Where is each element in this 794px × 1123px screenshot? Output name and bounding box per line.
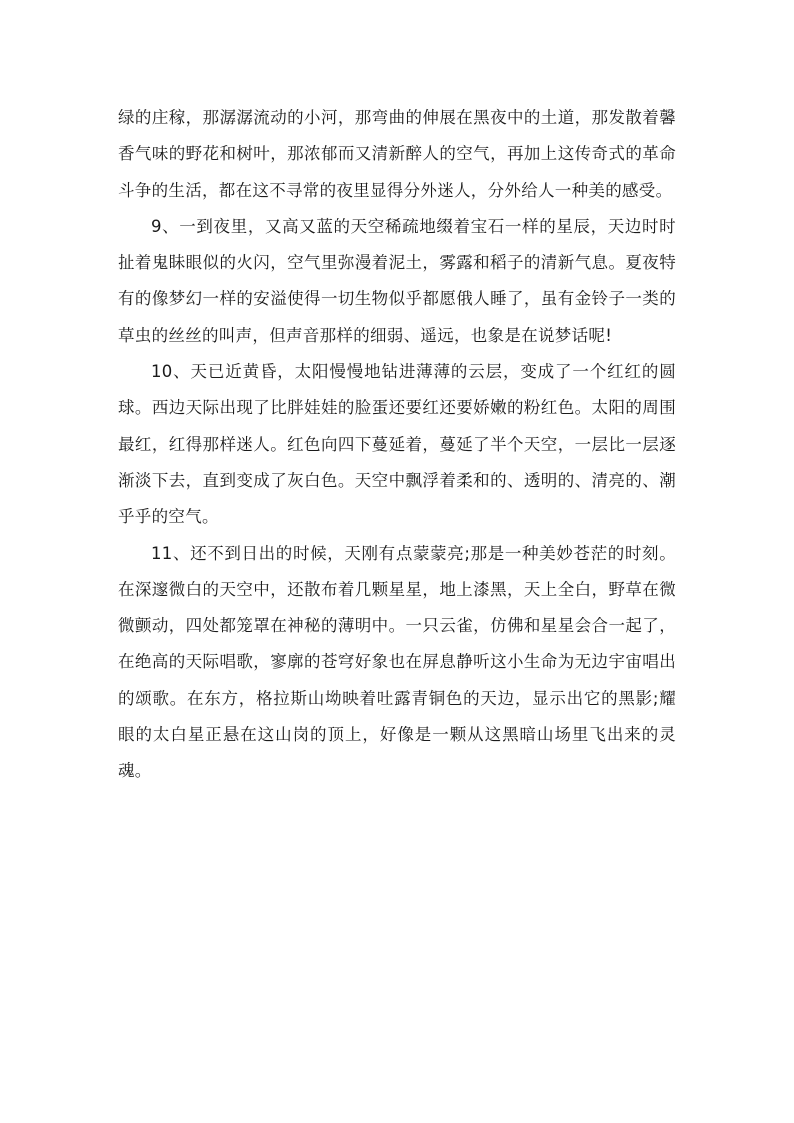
paragraph-continued: 绿的庄稼，那潺潺流动的小河，那弯曲的伸展在黑夜中的土道，那发散着馨香气味的野花和树叶，那浓郁而又清新醉人的空气，再加上这传奇式的革命斗争的生活，都在这不寻常的夜里显得分外迷人，分外给人一种美的感受。 [118,108,676,200]
paragraph-9: 9、一到夜里，又高又蓝的天空稀疏地缀着宝石一样的星辰，天边时时扯着鬼眛眼似的火闪，空气里弥漫着泥土，雾露和稻子的清新气息。夏夜特有的像梦幻一样的安溢使得一切生物似乎都愿俄人睡了，虽有金铃子一类的草虫的丝丝的叫声，但声音那样的细弱、遥远，也象是在说梦话呢! [118,216,676,345]
paragraph-10: 10、天已近黄昏，太阳慢慢地钻进薄薄的云层，变成了一个红红的圆球。西边天际出现了比胖娃娃的脸蛋还要红还要娇嫩的粉红色。太阳的周围最红，红得那样迷人。红色向四下蔓延着，蔓延了半个天空，一层比一层逐渐淡下去，直到变成了灰白色。天空中飘浮着柔和的、透明的、清亮的、潮乎乎的空气。 [118,362,676,527]
document-body [118,100,676,790]
paragraph-11: 11、还不到日出的时候，天刚有点蒙蒙亮;那是一种美妙苍茫的时刻。在深邃微白的天空中，还散布着几颗星星，地上漆黑，天上全白，野草在微微颤动，四处都笼罩在神秘的薄明中。一只云雀，仿佛和星星会合一起了，在绝高的天际唱歌，寥廓的苍穹好象也在屏息静听这小生命为无边宇宙唱出的颂歌。在东方，格拉斯山坳映着吐露青铜色的天边，显示出它的黑影;耀眼的太白星正悬在这山岗的顶上，好像是一颗从这黑暗山场里飞出来的灵魂。 [118,543,676,781]
